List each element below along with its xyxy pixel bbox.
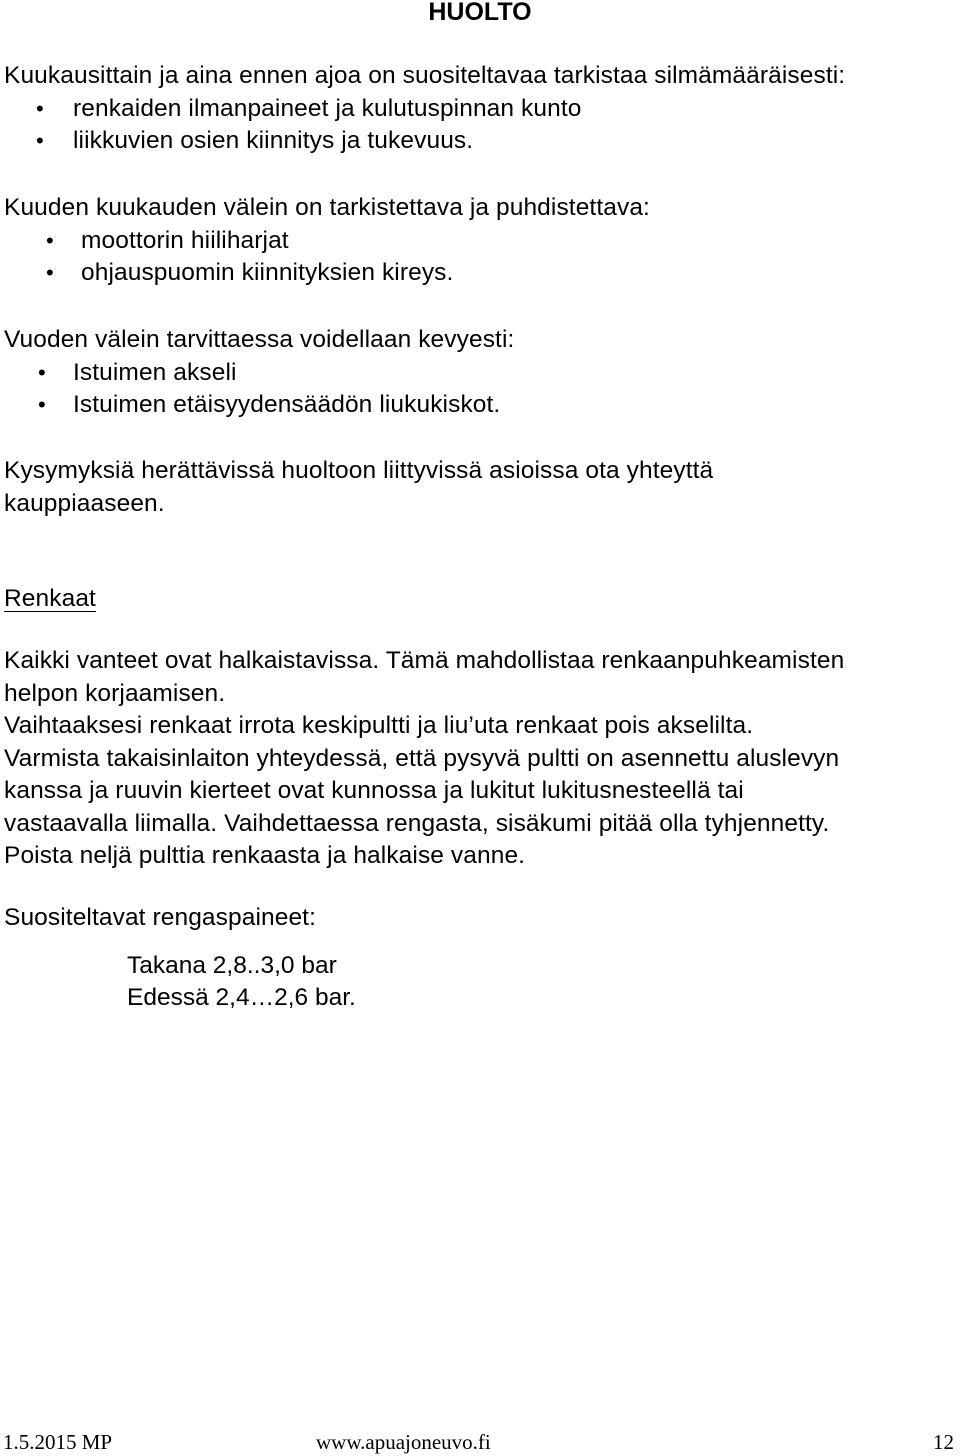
tires-line: kanssa ja ruuvin kierteet ovat kunnossa ja lukitut lukitusnesteellä tai bbox=[4, 777, 744, 804]
footer-page-number: 12 bbox=[933, 1430, 954, 1454]
bullet-icon: • bbox=[46, 260, 54, 285]
tires-line: vastaavalla liimalla. Vaihdettaessa rengasta, sisäkumi pitää olla tyhjennetty. bbox=[4, 809, 830, 837]
contact-line: kauppiaaseen. bbox=[4, 489, 165, 517]
tires-line: Kaikki vanteet ovat halkaistavissa. Tämä mahdollistaa renkaanpuhkeamisten bbox=[4, 647, 845, 674]
bullet-icon: • bbox=[36, 95, 44, 121]
list-item bbox=[4, 93, 954, 126]
contact-section bbox=[4, 455, 954, 520]
list-item-text: Istuimen akseli bbox=[73, 358, 237, 386]
pressure-heading: Suositeltavat rengaspaineet: bbox=[4, 904, 316, 931]
list-item bbox=[4, 389, 954, 422]
list-item bbox=[4, 257, 954, 290]
list-item bbox=[4, 125, 954, 158]
tires-line: helpon korjaamisen. bbox=[4, 679, 226, 707]
tires-heading-block bbox=[4, 583, 954, 616]
tires-section bbox=[4, 645, 954, 873]
bullet-icon: • bbox=[46, 227, 54, 253]
yearly-section bbox=[4, 324, 954, 422]
bullet-icon: • bbox=[36, 128, 44, 153]
six-months-section bbox=[4, 192, 954, 290]
tires-line: Poista neljä pulttia renkaasta ja halkaise vanne. bbox=[4, 842, 526, 869]
pressure-heading-block bbox=[4, 902, 954, 935]
list-item bbox=[4, 357, 954, 390]
list-item-text: renkaiden ilmanpaineet ja kulutuspinnan kunto bbox=[73, 94, 582, 122]
list-item-text: moottorin hiiliharjat bbox=[81, 226, 289, 254]
contact-line: Kysymyksiä herättävissä huoltoon liittyvissä asioissa ota yhteyttä bbox=[4, 457, 714, 484]
footer-date: 1.5.2015 MP bbox=[3, 1430, 113, 1454]
tires-line: Vaihtaaksesi renkaat irrota keskipultti ja liu’uta renkaat pois akselilta. bbox=[4, 712, 754, 739]
list-item-text: Istuimen etäisyydensäädön liukukiskot. bbox=[73, 391, 501, 418]
pressure-rear: Takana 2,8..3,0 bar bbox=[127, 952, 337, 979]
list-item-text: ohjauspuomin kiinnityksien kireys. bbox=[81, 259, 454, 286]
six-months-intro: Kuuden kuukauden välein on tarkistettava ja puhdistettava: bbox=[4, 194, 650, 221]
bullet-icon: • bbox=[38, 359, 46, 385]
footer-website: www.apuajoneuvo.fi bbox=[316, 1430, 491, 1454]
pressure-front: Edessä 2,4…2,6 bar. bbox=[127, 984, 356, 1011]
monthly-intro: Kuukausittain ja aina ennen ajoa on suositeltavaa tarkistaa silmämääräisesti: bbox=[4, 62, 846, 89]
list-item bbox=[4, 225, 954, 258]
bullet-icon: • bbox=[38, 392, 46, 417]
tires-line: Varmista takaisinlaiton yhteydessä, että pysyvä pultti on asennettu aluslevyn bbox=[4, 744, 840, 772]
list-item-text: liikkuvien osien kiinnitys ja tukevuus. bbox=[73, 127, 474, 154]
monthly-section bbox=[4, 60, 954, 158]
page-title: HUOLTO bbox=[428, 0, 532, 26]
tires-heading: Renkaat bbox=[4, 585, 96, 612]
yearly-intro: Vuoden välein tarvittaessa voidellaan kevyesti: bbox=[4, 326, 515, 353]
